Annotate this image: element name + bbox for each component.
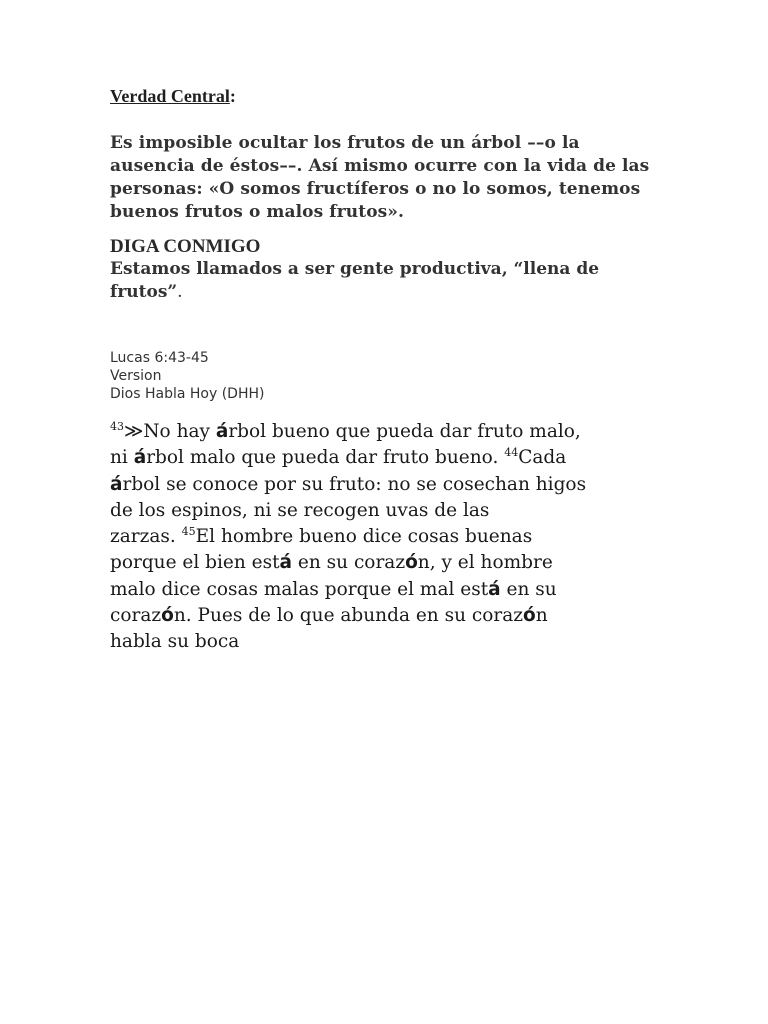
diga-conmigo-period: . bbox=[177, 282, 183, 302]
scripture-text-run: n. Pues de lo que abunda en su coraz bbox=[173, 605, 524, 627]
version-name: Dios Habla Hoy (DHH) bbox=[110, 386, 265, 402]
document-content bbox=[110, 84, 670, 656]
scripture-line bbox=[110, 629, 670, 655]
verse-number-45: 45 bbox=[181, 525, 196, 539]
accented-letter: ó bbox=[405, 552, 418, 574]
scripture-line bbox=[110, 445, 670, 471]
diga-conmigo-text: Estamos llamados a ser gente productiva, “llena de frutos” bbox=[110, 259, 600, 302]
scripture-line bbox=[110, 577, 670, 603]
scripture-text-run: en su coraz bbox=[292, 552, 406, 574]
accented-letter: á bbox=[133, 447, 147, 469]
scripture-text-run: porque el bien est bbox=[110, 552, 280, 574]
central-truth-paragraph: Es imposible ocultar los frutos de un árbol ––o la ausencia de éstos––. Así mismo ocurre con la vida de las personas: «O somos fructíferos o no lo somos, tenemos buenos frutos o malos frutos». bbox=[110, 133, 650, 222]
heading-colon: : bbox=[229, 86, 236, 106]
scripture-line bbox=[110, 524, 670, 550]
accented-letter: á bbox=[488, 578, 501, 600]
scripture-line bbox=[110, 603, 670, 629]
heading-label: Verdad Central bbox=[110, 86, 230, 106]
diga-conmigo-block bbox=[110, 235, 670, 304]
scripture-line bbox=[110, 419, 670, 445]
passage-reference: Lucas 6:43-45 bbox=[110, 350, 209, 366]
accented-letter: ó bbox=[161, 605, 174, 627]
accented-letter: á bbox=[279, 552, 293, 574]
scripture-text-run: Cada bbox=[518, 447, 567, 469]
scripture-text-run: rbol bueno que pueda dar fruto malo, bbox=[228, 421, 581, 442]
accented-letter: ó bbox=[523, 605, 536, 627]
accented-letter: á bbox=[215, 421, 229, 442]
scripture-text-run: malo dice cosas malas porque el mal est bbox=[110, 578, 489, 600]
verse-number-44: 44 bbox=[504, 446, 519, 460]
scripture-line bbox=[110, 472, 670, 498]
scripture-text-run: zarzas. bbox=[110, 526, 182, 548]
scripture-text-run: de los espinos, ni se recogen uvas de las bbox=[110, 499, 490, 521]
scripture-text-run: rbol se conoce por su fruto: no se cosechan higos bbox=[122, 473, 587, 495]
scripture-text-run: ni bbox=[110, 447, 134, 469]
scripture-line bbox=[110, 550, 670, 576]
scripture-reference bbox=[110, 349, 670, 403]
scripture-text-run: habla su boca bbox=[110, 631, 240, 653]
scripture-text-run: rbol malo que pueda dar fruto bueno. bbox=[146, 447, 505, 469]
section-heading bbox=[110, 84, 670, 108]
scripture-text-run: ≫No hay bbox=[124, 421, 216, 442]
scripture-text-run: El hombre bueno dice cosas buenas bbox=[195, 526, 533, 548]
version-label: Version bbox=[110, 368, 162, 384]
verse-number-43: 43 bbox=[110, 419, 124, 433]
scripture-text-run: coraz bbox=[110, 605, 162, 627]
diga-conmigo-title: DIGA CONMIGO bbox=[110, 236, 261, 257]
scripture-text-run: en su bbox=[500, 578, 557, 600]
scripture-text bbox=[110, 419, 670, 656]
scripture-line bbox=[110, 498, 670, 524]
scripture-text-run: n, y el hombre bbox=[417, 552, 553, 574]
accented-letter: á bbox=[110, 473, 123, 495]
scripture-text-run: n bbox=[535, 605, 548, 627]
